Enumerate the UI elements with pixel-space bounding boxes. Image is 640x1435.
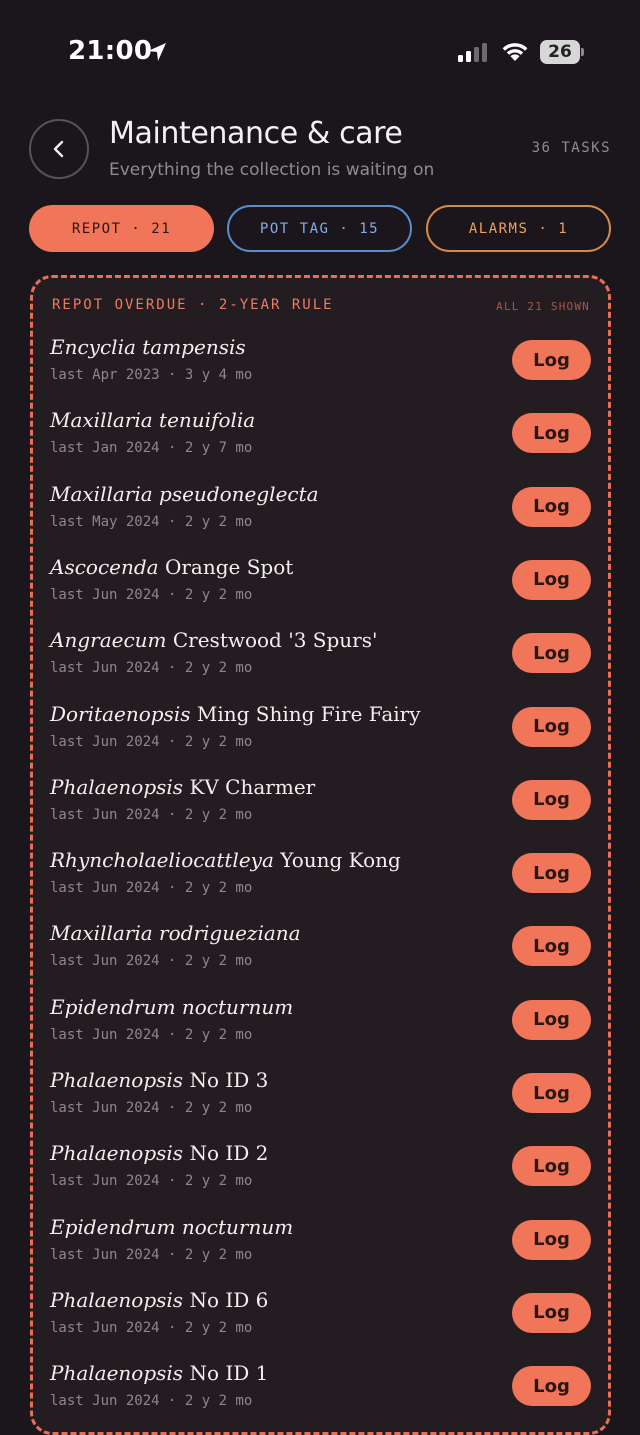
repot-overdue-section — [30, 275, 611, 1435]
battery-level: 26 — [540, 40, 580, 64]
task-row — [33, 1068, 608, 1138]
cellular-signal-icon — [458, 42, 490, 62]
log-button[interactable]: Log — [512, 853, 591, 893]
section-title: REPOT OVERDUE · 2-YEAR RULE — [52, 297, 334, 313]
plant-genus: Doritaenopsis — [50, 701, 191, 726]
task-row — [33, 335, 608, 405]
task-row — [33, 848, 608, 918]
task-row — [33, 1288, 608, 1358]
log-button[interactable]: Log — [512, 780, 591, 820]
last-repot-date: last May 2024 · 2 y 2 mo — [50, 513, 253, 530]
last-repot-date: last Jun 2024 · 2 y 2 mo — [50, 1100, 253, 1116]
task-row — [33, 408, 608, 478]
last-repot-date: last Jun 2024 · 2 y 2 mo — [50, 586, 253, 603]
last-repot-date: last Jun 2024 · 2 y 2 mo — [50, 1319, 253, 1336]
plant-name — [50, 1068, 268, 1092]
back-button[interactable] — [29, 119, 89, 179]
log-button[interactable]: Log — [512, 560, 591, 600]
log-button[interactable]: Log — [512, 1073, 591, 1113]
plant-name — [50, 995, 293, 1019]
plant-cultivar: Crestwood '3 Spurs' — [172, 628, 378, 653]
log-button[interactable]: Log — [512, 1366, 591, 1406]
plant-name — [50, 775, 315, 799]
plant-cultivar: KV Charmer — [189, 774, 316, 799]
plant-genus: Maxillaria pseudoneglecta — [50, 481, 319, 506]
plant-genus: Maxillaria tenuifolia — [50, 408, 256, 433]
plant-genus: Rhyncholaeliocattleya — [50, 848, 274, 873]
log-button[interactable]: Log — [512, 1146, 591, 1186]
battery-cap — [581, 48, 584, 56]
plant-name — [50, 1215, 293, 1239]
task-row — [33, 555, 608, 625]
plant-cultivar: Ming Shing Fire Fairy — [196, 701, 421, 726]
log-button[interactable]: Log — [512, 926, 591, 966]
plant-name — [50, 335, 246, 359]
location-arrow-icon — [146, 41, 168, 63]
task-row — [33, 702, 608, 772]
plant-name — [50, 408, 255, 432]
last-repot-date: last Jan 2024 · 2 y 7 mo — [50, 440, 253, 457]
log-button[interactable]: Log — [512, 1293, 591, 1333]
task-row — [33, 628, 608, 698]
plant-genus: Phalaenopsis — [50, 1287, 184, 1312]
log-button[interactable]: Log — [512, 1000, 591, 1040]
status-bar — [0, 0, 640, 100]
plant-genus: Maxillaria rodrigueziana — [50, 921, 301, 946]
status-time: 21:00 — [68, 36, 153, 66]
task-row — [33, 775, 608, 845]
wifi-icon — [500, 40, 530, 62]
task-row — [33, 482, 608, 552]
filter-chip-pot-tag[interactable]: POT TAG · 15 — [227, 205, 412, 252]
plant-name — [50, 1141, 268, 1165]
plant-cultivar: No ID 2 — [189, 1141, 269, 1166]
plant-cultivar: No ID 1 — [189, 1361, 269, 1386]
plant-genus: Phalaenopsis — [50, 1068, 184, 1092]
last-repot-date: last Jun 2024 · 2 y 2 mo — [50, 806, 253, 823]
last-repot-date: last Jun 2024 · 2 y 2 mo — [50, 1173, 253, 1190]
plant-name — [50, 921, 301, 945]
last-repot-date: last Jun 2024 · 2 y 2 mo — [50, 660, 253, 677]
log-button[interactable]: Log — [512, 487, 591, 527]
plant-genus: Phalaenopsis — [50, 1361, 184, 1386]
task-row — [33, 921, 608, 991]
task-row — [33, 1361, 608, 1431]
filter-chip-alarms[interactable]: ALARMS · 1 — [426, 205, 611, 252]
chevron-left-icon — [49, 139, 69, 159]
task-row — [33, 1215, 608, 1285]
plant-genus: Encyclia tampensis — [50, 335, 246, 359]
plant-genus: Phalaenopsis — [50, 774, 184, 799]
plant-name — [50, 628, 378, 652]
plant-name — [50, 702, 421, 726]
task-row — [33, 1141, 608, 1211]
last-repot-date: last Jun 2024 · 2 y 2 mo — [50, 880, 253, 897]
last-repot-date: last Jun 2024 · 2 y 2 mo — [50, 733, 253, 750]
task-row — [33, 995, 608, 1065]
plant-name — [50, 1361, 268, 1385]
log-button[interactable]: Log — [512, 707, 591, 747]
last-repot-date: last Jun 2024 · 2 y 2 mo — [50, 1393, 253, 1410]
plant-genus: Epidendrum nocturnum — [50, 994, 294, 1019]
filter-chip-repot[interactable]: REPOT · 21 — [29, 205, 214, 252]
last-repot-date: last Jun 2024 · 2 y 2 mo — [50, 953, 253, 970]
log-button[interactable]: Log — [512, 633, 591, 673]
plant-genus: Ascocenda — [50, 554, 159, 579]
plant-cultivar: No ID 6 — [189, 1287, 269, 1312]
section-count: ALL 21 SHOWN — [496, 300, 590, 313]
task-count: 36 TASKS — [531, 140, 611, 156]
plant-name — [50, 848, 401, 872]
log-button[interactable]: Log — [512, 1220, 591, 1260]
plant-genus: Angraecum — [50, 628, 167, 653]
plant-cultivar: No ID 3 — [189, 1068, 269, 1092]
plant-name — [50, 555, 293, 579]
plant-cultivar: Young Kong — [280, 848, 401, 873]
last-repot-date: last Jun 2024 · 2 y 2 mo — [50, 1246, 253, 1263]
last-repot-date: last Jun 2024 · 2 y 2 mo — [50, 1026, 253, 1043]
page-title: Maintenance & care — [109, 116, 403, 151]
battery-icon — [540, 40, 584, 64]
plant-name — [50, 1288, 268, 1312]
plant-genus: Epidendrum nocturnum — [50, 1214, 294, 1239]
plant-genus: Phalaenopsis — [50, 1141, 184, 1166]
last-repot-date: last Apr 2023 · 3 y 4 mo — [50, 367, 253, 383]
plant-name — [50, 482, 319, 506]
plant-cultivar: Orange Spot — [164, 554, 294, 579]
page-subtitle: Everything the collection is waiting on — [109, 160, 435, 180]
log-button[interactable]: Log — [512, 413, 591, 453]
log-button[interactable]: Log — [512, 340, 591, 380]
